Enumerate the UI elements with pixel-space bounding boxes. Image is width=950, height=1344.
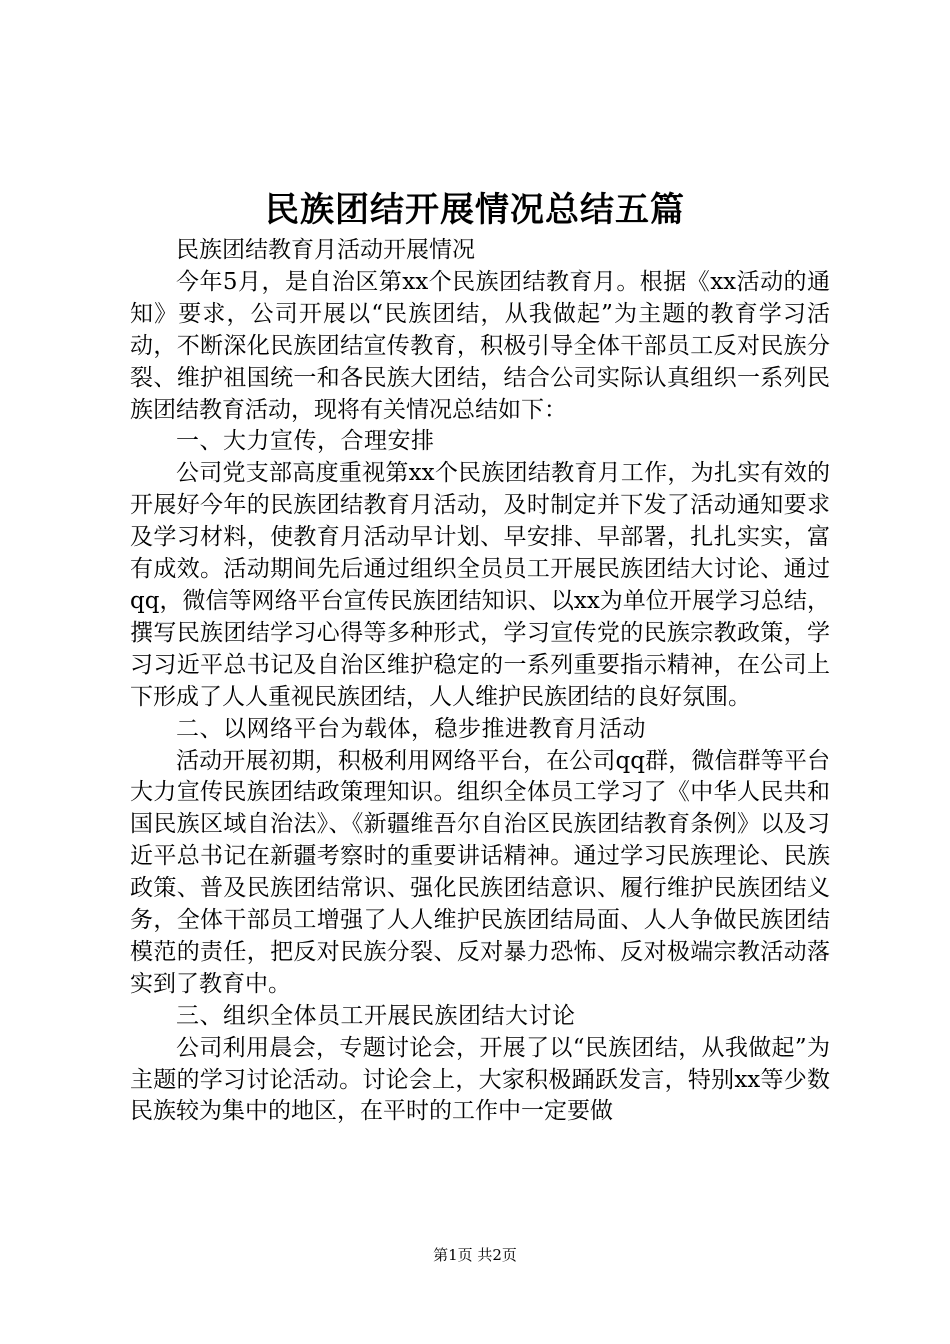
document-title: 民族团结开展情况总结五篇 [265,190,685,230]
section-heading-2: 二、以网络平台为载体，稳步推进教育月活动 [176,715,646,742]
paragraph-section-1: 公司党支部高度重视第xx个民族团结教育月工作，为扎实有效的开展好今年的民族团结教育月活动，及时制定并下发了活动通知要求及学习材料，使教育月活动早计划、早安排、早部署，扎扎实实，富有成效。活动期间先后通过组织全员员工开展民族团结大讨论、通过qq，微信等网络平台宣传民族团结知识、以xx为单位开展学习总结，撰写民族团结学习心得等多种形式，学习宣传党的民族宗教政策，学习习近平总书记及自治区维护稳定的一系列重要指示精神，在公司上下形成了人人重视民族团结，人人维护民族团结的良好氛围。 [130,460,830,710]
paragraph-intro: 今年5月，是自治区第xx个民族团结教育月。根据《xx活动的通知》要求，公司开展以“民族团结，从我做起”为主题的教育学习活动，不断深化民族团结宣传教育，积极引导全体干部员工反对民族分裂、维护祖国统一和各民族大团结，结合公司实际认真组织一系列民族团结教育活动，现将有关情况总结如下： [130,268,830,423]
paragraph-intro-heading: 民族团结教育月活动开展情况 [176,237,475,263]
section-heading-1: 一、大力宣传，合理安排 [176,428,435,455]
section-heading-3: 三、组织全体员工开展民族团结大讨论 [176,1002,576,1029]
paragraph-section-2: 活动开展初期，积极利用网络平台，在公司qq群，微信群等平台大力宣传民族团结政策理知识。组织全体员工学习了《中华人民共和国民族区域自治法》、《新疆维吾尔自治区民族团结教育条例》以及习近平总书记在新疆考察时的重要讲话精神。通过学习民族理论、民族政策、普及民族团结常识、强化民族团结意识、履行维护民族团结义务，全体干部员工增强了人人维护民族团结局面、人人争做民族团结模范的责任，把反对民族分裂、反对暴力恐怖、反对极端宗教活动落实到了教育中。 [130,747,830,997]
page-number-footer: 第1页 共2页 [433,1246,517,1264]
paragraph-section-3: 公司利用晨会，专题讨论会，开展了以“民族团结，从我做起”为主题的学习讨论活动。讨论会上，大家积极踊跃发言，特别xx等少数民族较为集中的地区，在平时的工作中一定要做 [130,1034,830,1125]
document-body [130,235,830,1128]
